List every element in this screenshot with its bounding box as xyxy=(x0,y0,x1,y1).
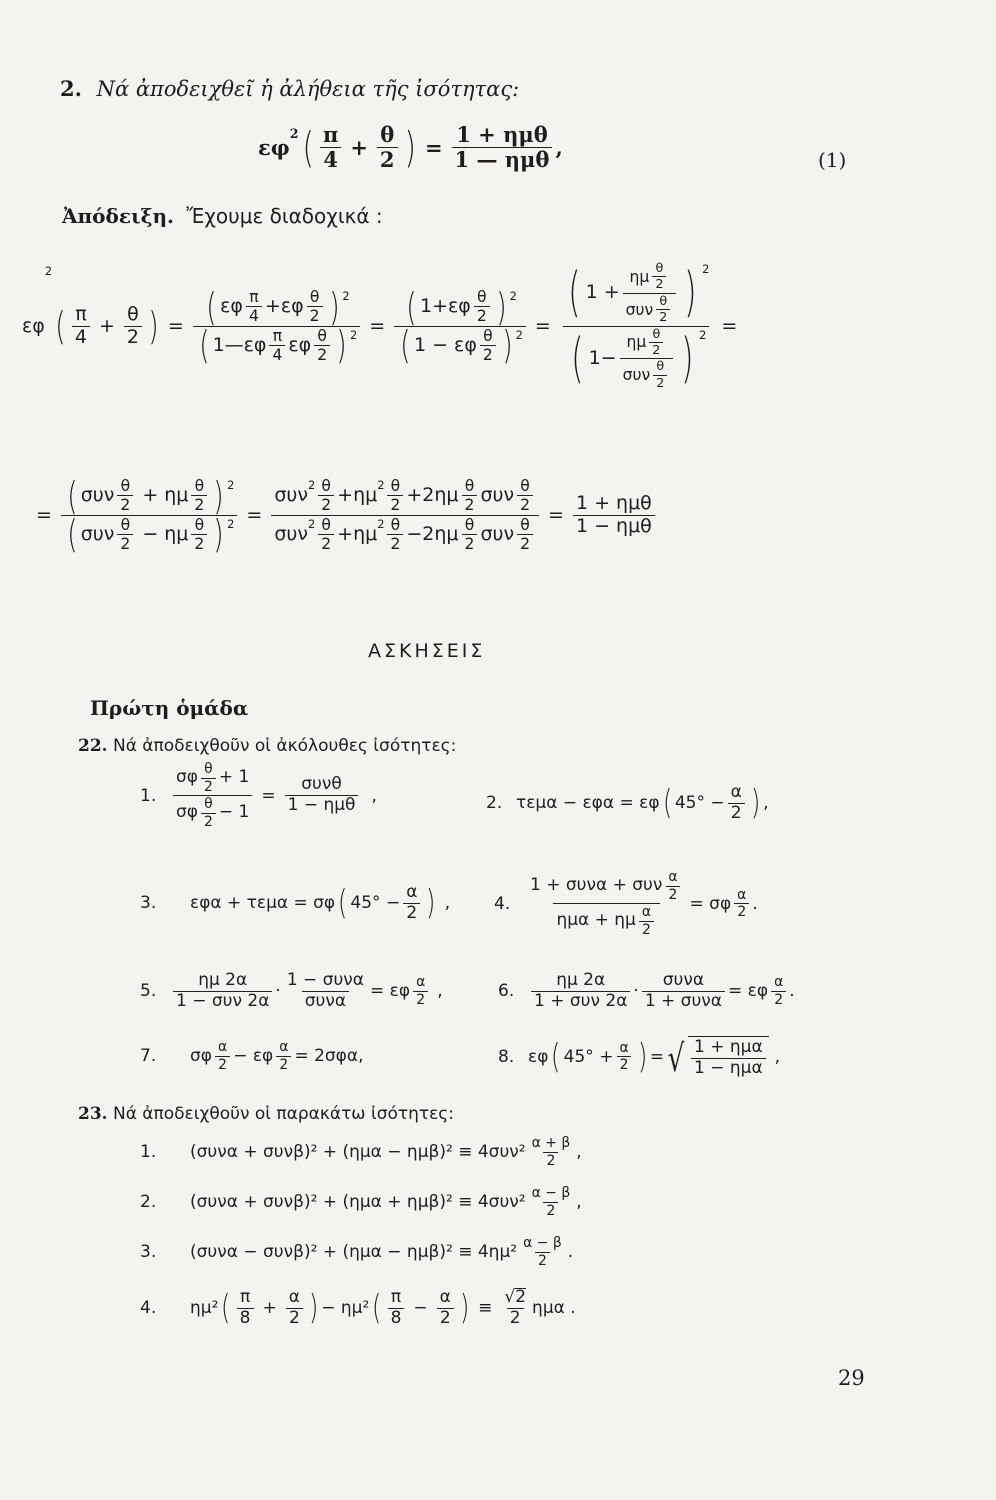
fraction-numerator: θ xyxy=(309,287,320,306)
exponent: 2 xyxy=(342,288,350,303)
expression: (συνα − συνβ)² + (ημα − ημβ)² ≡ 4ημ² xyxy=(190,1242,518,1263)
fraction-denominator: 2 xyxy=(377,147,398,171)
comma: , xyxy=(555,135,563,161)
exercise-22-heading xyxy=(78,736,456,756)
fraction-numerator: α − β xyxy=(523,1235,562,1251)
term: 2ημ xyxy=(422,522,459,545)
fraction-denominator: 1 − ημθ xyxy=(573,515,655,537)
cos-func: συν xyxy=(625,300,654,319)
fraction-denominator: 2 xyxy=(403,903,420,923)
fraction-denominator: 2 xyxy=(286,1308,303,1328)
term: 1—εφ xyxy=(212,333,267,356)
equals-sign: = xyxy=(167,315,184,338)
plus-sign: + xyxy=(406,483,423,506)
comma: , xyxy=(444,893,451,914)
item-number: 2. xyxy=(486,793,503,814)
exercise-number: 22. xyxy=(78,736,108,756)
sin-func: ημ xyxy=(164,522,189,545)
tan-func: εφ xyxy=(280,294,304,317)
fraction-numerator: θ xyxy=(194,515,205,534)
fraction-numerator: α + β xyxy=(531,1135,571,1151)
fraction-numerator: α xyxy=(730,782,742,802)
fraction-numerator: θ xyxy=(321,477,331,495)
fraction-numerator: π xyxy=(272,326,283,345)
fraction-denominator: 2 xyxy=(543,1202,558,1219)
equals-sign: = xyxy=(721,315,738,338)
item-number: 2. xyxy=(140,1192,157,1213)
cos-func: συν xyxy=(274,483,308,506)
plus-sign: + xyxy=(142,483,159,506)
fraction-numerator: θ xyxy=(390,515,401,534)
exponent: 2 xyxy=(307,478,316,492)
derivation-fraction-1: ( εφ $\frac{\pi}{4}$ + εφ $\frac{\theta}{2}$ ) 2 ( 1—εφ $\frac{\pi}{4}$ εφ $\frac{\theta}{2}$ ) 2 xyxy=(193,289,360,363)
expression: (συνα + συνβ)² + (ημα − ημβ)² ≡ 4συν² xyxy=(190,1142,526,1163)
page-number: 29 xyxy=(838,1366,865,1390)
fraction-numerator: θ xyxy=(380,122,395,147)
fraction-numerator: π xyxy=(390,1286,402,1307)
fraction-numerator: θ xyxy=(464,477,475,495)
fraction-denominator: 1 − συν 2α xyxy=(173,991,272,1011)
item-number: 1. xyxy=(140,1142,157,1163)
equivalence-sign: ≡ xyxy=(478,1298,493,1319)
sin-func: ημ xyxy=(626,333,647,352)
expression: = εφ xyxy=(370,981,411,1002)
term: 1− xyxy=(588,346,617,369)
exercise-22-item-1: 1. σφ θ 2 + 1 σφ θ 2 − 1 = συνθ 1 − ημθ , xyxy=(140,761,377,830)
expression: − εφ xyxy=(233,1046,274,1067)
fraction-denominator: 4 xyxy=(72,326,90,348)
fraction-numerator: π xyxy=(239,1286,251,1307)
fraction-numerator: π xyxy=(249,287,259,306)
exercise-text: Νά ἀποδειχθοῦν οἱ παρακάτω ἰσότητες: xyxy=(112,1104,455,1124)
item-number: 1. xyxy=(140,785,157,806)
exponent: 2 xyxy=(377,478,385,492)
period: . xyxy=(752,893,758,914)
fraction-denominator: 1 + συνα xyxy=(642,991,725,1011)
fraction-denominator: 2 xyxy=(318,495,334,513)
exercise-22-item-6: 6. ημ 2α 1 + συν 2α · συνα 1 + συνα = εφ α 2 . xyxy=(498,970,795,1011)
item-number: 8. xyxy=(498,1046,515,1067)
fraction-numerator: θ xyxy=(520,477,530,495)
fraction-denominator: 4 xyxy=(246,306,262,324)
derivation-fraction-4: ( συν $\frac{\theta}{2}$ + ημ $\frac{\theta}{2}$ ) 2 ( συν $\frac{\theta}{2}$ − ημ $\frac{\theta}{2}$ ) 2 xyxy=(61,478,237,552)
fraction-denominator: 2 xyxy=(314,345,330,363)
minus-sign: − xyxy=(406,522,423,545)
fraction-denominator: 2 xyxy=(649,342,663,357)
exercise-22-item-3: 3. εφα + τεμα = σφ ( 45° − $\frac{\alpha}{2}$ ) , xyxy=(140,882,451,924)
fraction-denominator: 2 xyxy=(480,345,496,363)
sin-squared: ημ² xyxy=(190,1298,219,1319)
fraction-numerator: θ xyxy=(120,515,131,534)
equals-sign: = xyxy=(36,504,52,527)
fraction-numerator: α xyxy=(439,1286,451,1307)
exponent: 2 xyxy=(227,516,235,531)
expression: = σφ xyxy=(689,893,732,914)
comma: , xyxy=(371,785,377,806)
exponent: 2 xyxy=(702,262,710,276)
equals-sign: = xyxy=(649,1046,665,1067)
comma: , xyxy=(576,1142,582,1163)
fraction-numerator: θ xyxy=(520,515,530,534)
sqrt-value: 2 xyxy=(515,1287,527,1307)
fraction-numerator: θ xyxy=(317,326,327,345)
fraction-denominator: 2 xyxy=(728,803,745,823)
fraction-denominator: 2 xyxy=(653,375,667,390)
fraction-numerator: συνα xyxy=(662,970,705,990)
exponent: 2 xyxy=(509,288,517,303)
equals-sign: = xyxy=(548,504,564,527)
fraction-denominator: 2 xyxy=(462,495,478,513)
term: − 1 xyxy=(218,802,250,823)
term: 1 + xyxy=(585,281,620,304)
fraction-denominator: ημα + ημ xyxy=(556,910,636,931)
sin-func: ημ xyxy=(164,483,189,506)
final-fraction xyxy=(573,491,655,537)
exercise-22-item-5: 5. ημ 2α 1 − συν 2α · 1 − συνα συνα = εφ α 2 , xyxy=(140,970,443,1011)
fraction-denominator: 2 xyxy=(191,534,207,552)
group-title: Πρώτη ὁμάδα xyxy=(90,696,249,720)
fraction-denominator: 2 xyxy=(387,534,403,552)
exponent: 2 xyxy=(349,327,358,342)
derivation-fraction-3: ( 1 + ημ $\frac{\theta}{2}$ συν $\frac{\theta}{2}$ ) 2 ( 1− ημ $\frac{\theta}{2}$ συν $\frac{\theta}{2}$ ) 2 xyxy=(560,262,713,390)
exercise-22-item-4: 4. 1 + συνα + συν α 2 ημα + ημ α 2 = σφ α 2 . xyxy=(494,869,758,938)
expression: τεμα − εφα = εφ xyxy=(516,793,660,814)
exercises-title: ΑΣΚΗΣΕΙΣ xyxy=(368,640,486,662)
comma: , xyxy=(774,1046,781,1067)
plus-sign: + xyxy=(337,483,354,506)
minus-sign: − xyxy=(142,522,159,545)
sin-func: ημ xyxy=(629,267,650,286)
expression: 45° − xyxy=(350,893,401,914)
fraction-numerator: π xyxy=(322,122,339,147)
fraction-numerator: θ xyxy=(655,261,664,276)
fraction-numerator: θ xyxy=(659,293,668,309)
fraction-numerator: θ xyxy=(464,515,475,534)
sin-func: ημ xyxy=(353,522,378,545)
fraction-denominator: 2 xyxy=(124,326,142,348)
exercise-23-item-1 xyxy=(140,1136,582,1168)
equals-sign: = xyxy=(424,135,443,161)
equals-sign: = xyxy=(369,315,386,338)
cos-func: συν xyxy=(480,483,515,506)
exponent: 2 xyxy=(377,516,385,531)
rhs-denominator: 1 — ημθ xyxy=(452,147,553,171)
fraction-numerator: 1 + ημα xyxy=(693,1037,763,1057)
exponent: 2 xyxy=(289,126,299,141)
exponent: 2 xyxy=(699,327,707,342)
fraction-denominator: 4 xyxy=(320,147,341,171)
period: . xyxy=(789,981,795,1002)
fraction-denominator: 2 xyxy=(656,309,670,324)
derivation-line-2 xyxy=(30,473,658,557)
exercise-22-item-2: 2. τεμα − εφα = εφ ( 45° − $\frac{\alpha}{2}$ ) , xyxy=(486,782,769,824)
fraction-numerator: θ xyxy=(656,359,665,375)
term: 2ημ xyxy=(422,483,459,506)
fraction-numerator: 1 + συνα + συν xyxy=(530,875,663,896)
fraction-numerator: 1 − συνα xyxy=(286,970,364,990)
derivation-fraction-2: ( 1+εφ $\frac{\theta}{2}$ ) 2 ( 1 − εφ $\frac{\theta}{2}$ ) 2 xyxy=(394,289,526,363)
fraction-denominator: 2 xyxy=(437,1308,454,1328)
expression: ημα . xyxy=(532,1298,576,1319)
fraction-numerator: α xyxy=(288,1286,300,1307)
term: 1 − εφ xyxy=(413,333,477,356)
fraction-denominator: 2 xyxy=(191,495,207,513)
proof-label xyxy=(62,204,383,228)
fraction-denominator: συνα xyxy=(302,991,349,1011)
fraction-numerator: α xyxy=(406,882,418,902)
exercise-23-item-2 xyxy=(140,1186,582,1218)
exercise-number: 23. xyxy=(78,1104,108,1124)
fraction-denominator: 1 − ημθ xyxy=(285,795,359,815)
fraction-numerator: π xyxy=(75,302,87,325)
item-number: 5. xyxy=(140,981,157,1002)
main-equation: εφ 2 ( $\frac{\pi}{4}$ + $\frac{\theta}{2}$ ) = 1 + ημθ 1 — ημθ , xyxy=(258,122,563,173)
expression: = 2σφα, xyxy=(294,1046,364,1067)
equals-sign: = xyxy=(534,315,551,338)
exercise-text: Νά ἀποδειχθοῦν οἱ ἀκόλουθες ἰσότητες: xyxy=(112,736,457,756)
tan-func: εφ xyxy=(220,294,243,317)
fraction-denominator: 2 xyxy=(517,534,533,552)
cot-func: σφ xyxy=(176,767,198,788)
tan-func: εφ xyxy=(22,315,45,338)
equals-sign: = xyxy=(246,504,263,527)
item-number: 7. xyxy=(140,1046,157,1067)
cos-func: συν xyxy=(622,366,651,385)
fraction-denominator: 2 xyxy=(318,534,334,552)
comma: , xyxy=(763,793,769,814)
item-number: 3. xyxy=(140,893,157,914)
fraction-denominator: 2 xyxy=(474,306,490,324)
exercise-23-item-3 xyxy=(140,1236,573,1268)
item-number: 6. xyxy=(498,981,515,1002)
term: 1+εφ xyxy=(420,294,471,317)
fraction-denominator: 2 xyxy=(652,276,666,291)
exercise-22-item-7: 7. σφ α 2 − εφ $\frac{\alpha}{2}$ = 2σφα, xyxy=(140,1039,364,1073)
comma: , xyxy=(437,981,443,1002)
tan-func: εφ xyxy=(528,1046,549,1067)
sin-func: ημ xyxy=(353,483,378,506)
expression: (συνα + συνβ)² + (ημα + ημβ)² ≡ 4συν² xyxy=(190,1192,526,1213)
cos-func: συν xyxy=(480,522,515,545)
fraction-numerator: θ xyxy=(321,515,331,534)
fraction-numerator: 1 + ημθ xyxy=(575,491,652,514)
fraction-numerator: θ xyxy=(483,326,493,345)
comma: , xyxy=(576,1192,582,1213)
fraction-denominator: 8 xyxy=(388,1308,405,1328)
plus-sign: + xyxy=(350,135,368,161)
derivation-fraction-5 xyxy=(271,478,539,552)
proof-text: Ἔχουμε διαδοχικά : xyxy=(186,204,383,228)
tan-func: εφ xyxy=(258,135,290,161)
fraction-denominator: 8 xyxy=(237,1308,254,1328)
expression: εφα + τεμα = σφ xyxy=(190,893,336,914)
cos-func: συν xyxy=(80,483,115,506)
fraction-denominator: 2 xyxy=(462,534,478,552)
fraction-numerator: συνθ xyxy=(301,774,342,795)
fraction-numerator: θ xyxy=(477,287,487,306)
fraction-denominator: 1 − ημα xyxy=(691,1058,766,1078)
fraction-denominator: 2 xyxy=(535,1252,550,1269)
equation-label: (1) xyxy=(818,148,847,172)
exponent: 2 xyxy=(515,327,523,342)
exponent: 2 xyxy=(307,516,316,531)
problem-statement: Νά ἀποδειχθεῖ ἡ ἀλήθεια τῆς ἰσότητας: xyxy=(96,77,520,101)
fraction-denominator: 2 xyxy=(543,1152,558,1169)
fraction-numerator: ημ 2α xyxy=(198,970,248,990)
fraction-numerator: α − β xyxy=(531,1185,571,1201)
proof-title: Ἀπόδειξη. xyxy=(62,204,175,228)
sqrt-symbol: √ 1 + ημα 1 − ημα xyxy=(664,1036,769,1078)
fraction-denominator: 2 xyxy=(117,534,133,552)
cos-func: συν xyxy=(80,522,115,545)
fraction-numerator: θ xyxy=(652,326,661,342)
tan-func: εφ xyxy=(288,333,312,356)
fraction-denominator: 4 xyxy=(269,345,285,363)
exercise-23-heading xyxy=(78,1104,454,1124)
period: . xyxy=(567,1242,574,1263)
expression: 45° − xyxy=(674,793,725,814)
fraction-denominator: 2 xyxy=(117,495,133,513)
exponent: 2 xyxy=(44,264,53,278)
sin-squared: − ημ² xyxy=(321,1298,370,1319)
fraction-numerator: θ xyxy=(390,477,401,495)
fraction-numerator: ημ 2α xyxy=(556,970,606,990)
item-number: 4. xyxy=(494,893,511,914)
exponent: 2 xyxy=(227,478,235,492)
term: + 1 xyxy=(218,767,250,788)
exercise-23-item-4: 4. ημ² ( $\frac{\pi}{8}$ + $\frac{\alpha}{2}$ ) − ημ² ( $\frac{\pi}{8}$ − $\frac{\alpha}{2}$ ) ≡ √ 2 2 ημα . xyxy=(140,1286,576,1329)
cot-func: σφ xyxy=(176,802,198,823)
cos-func: συν xyxy=(274,522,308,545)
derivation-line-1: εφ 2 ( $\frac{\pi}{4}$ + $\frac{\theta}{2}$ ) = ( εφ $\frac{\pi}{4}$ + εφ $\frac{\theta}{2}$ ) 2 ( 1—εφ $\frac{\pi}{4}$ εφ $\frac{\theta}{2}$ ) 2 = ( 1+εφ $\frac{\theta}{2}$ ) 2 ( 1 − εφ $\frac{\theta}{2}$ ) 2 = ( 1 + ημ $\frac{\theta}{2}$ συν $\frac{\theta}{2}$ ) 2 ( 1− ημ $\frac{\theta}{2}$ συν $\frac{\theta}{2}$ ) 2 = xyxy=(22,261,738,391)
fraction-denominator: 1 + συν 2α xyxy=(531,991,630,1011)
fraction-numerator: θ xyxy=(194,477,205,495)
item-number: 4. xyxy=(140,1298,157,1319)
fraction-denominator: 2 xyxy=(507,1308,524,1328)
fraction-denominator: 2 xyxy=(307,306,323,324)
problem-number: 2. xyxy=(60,76,82,101)
rhs-numerator: 1 + ημθ xyxy=(456,122,548,147)
expression: 45° + xyxy=(563,1046,614,1067)
fraction-denominator: 2 xyxy=(387,495,403,513)
fraction-numerator: θ xyxy=(120,477,131,495)
fraction-numerator: θ xyxy=(127,302,139,325)
plus-sign: + xyxy=(337,522,354,545)
exercise-22-item-8: 8. εφ ( 45° + $\frac{\alpha}{2}$ ) = √ 1 + ημα 1 − ημα , xyxy=(498,1036,781,1081)
fraction-denominator: 2 xyxy=(517,495,533,513)
item-number: 3. xyxy=(140,1242,157,1263)
cot-func: σφ xyxy=(190,1046,212,1067)
expression: = εφ xyxy=(728,981,769,1002)
problem-heading xyxy=(60,76,519,101)
